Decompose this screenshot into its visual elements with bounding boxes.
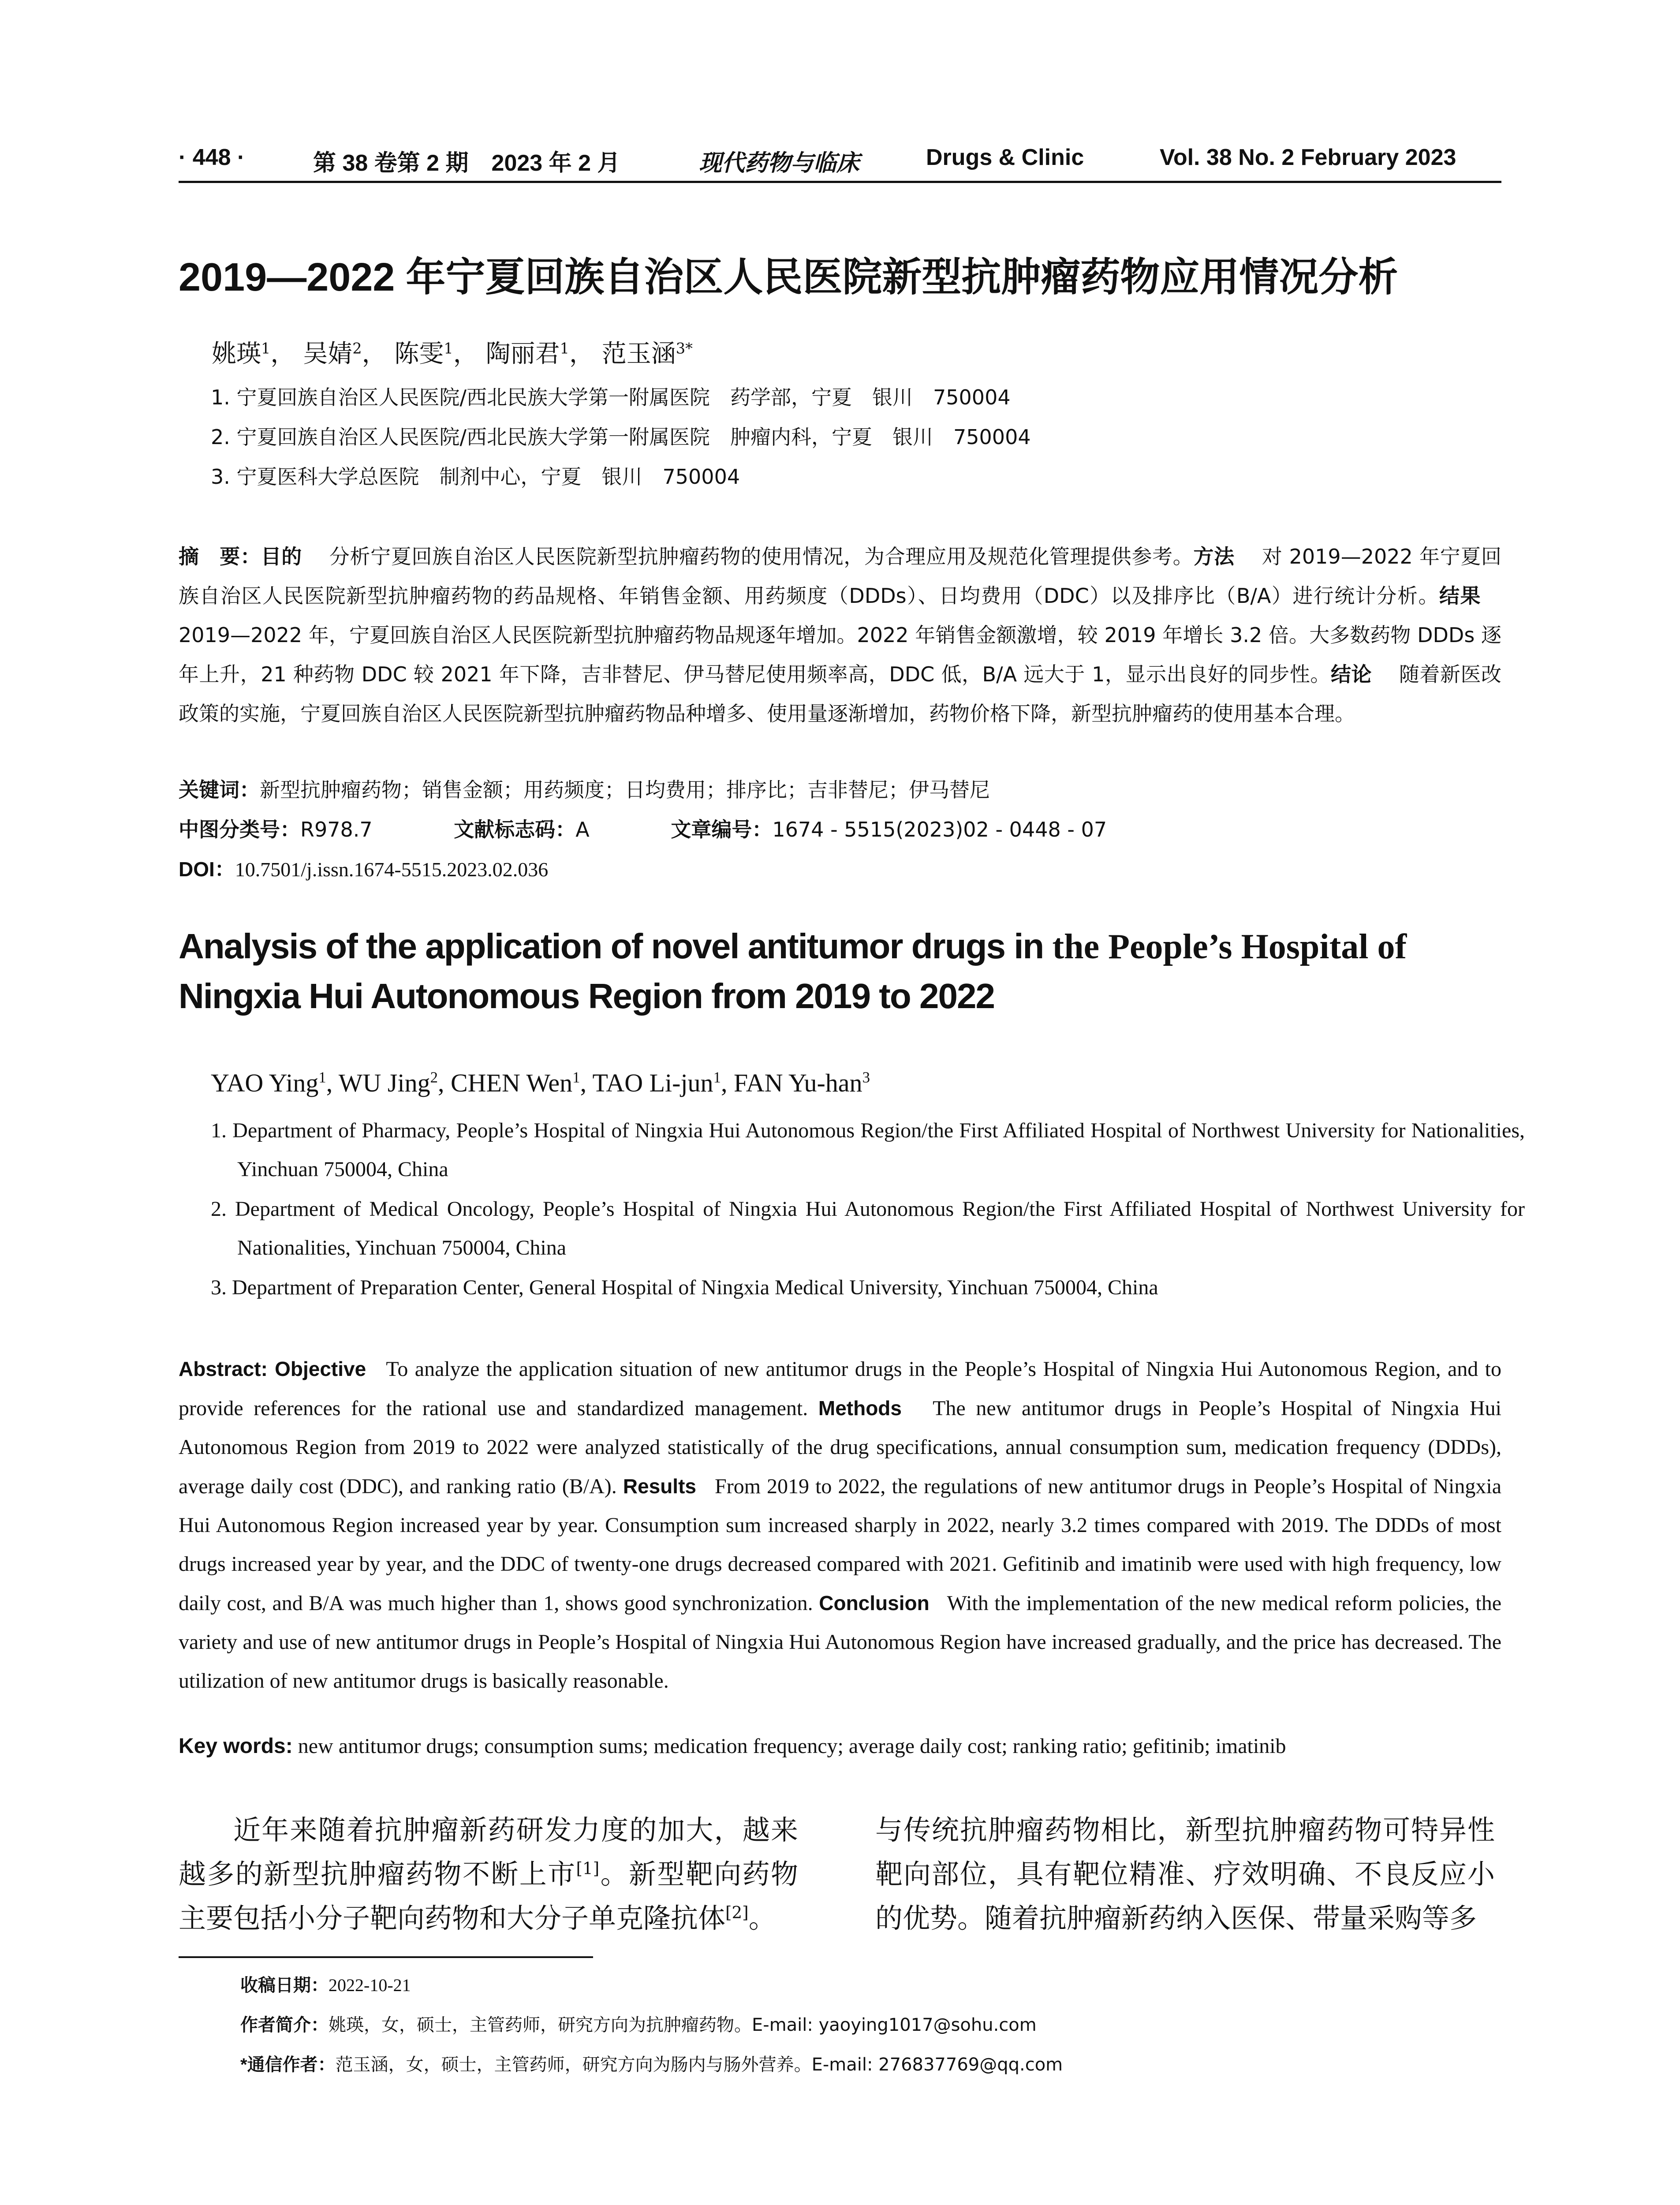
footnote-corresponding: [240, 2051, 1063, 2076]
citation-ref[interactable]: [1]: [576, 1858, 600, 1878]
doi-link[interactable]: 10.7501/j.issn.1674-5515.2023.02.036: [235, 858, 549, 881]
bio-text: 姚瑛，女，硕士，主管药师，研究方向为抗肿瘤药物。E-mail: yaoying1017@sohu.com: [329, 2015, 1037, 2035]
journal-name-cn: 现代药物与临床: [699, 149, 860, 176]
affiliation-cn-2: 2. 宁夏回族自治区人民医院/西北民族大学第一附属医院 肿瘤内科，宁夏 银川 750004: [211, 425, 1031, 449]
results-label: 结果: [1439, 584, 1481, 607]
citation-ref[interactable]: [2]: [725, 1902, 749, 1922]
abstract-objective-label: Abstract: Objective: [179, 1357, 366, 1380]
author-name: 范玉涵: [601, 340, 676, 368]
affiliation-mark: 1: [560, 340, 569, 357]
keywords-text: 新型抗肿瘤药物；销售金额；用药频度；日均费用；排序比；吉非替尼；伊马替尼: [260, 778, 990, 802]
issue-info-en: Vol. 38 No. 2 February 2023: [1160, 145, 1456, 170]
clc-value: R978.7: [300, 818, 373, 841]
author-name: TAO Li-jun: [592, 1069, 713, 1097]
methods-text: The new antitumor drugs in People’s Hospital of Ningxia Hui Autonomous Region from 2019 to 2022 were analyzed statistically of the drug specifications, annual consumption sum, medication frequency (DDDs), average daily cost (DDC), and ranking ratio (B/A).: [179, 1397, 1502, 1498]
author-list-cn: 姚瑛$^1$， 吴婧$^2$， 陈雯$^1$， 陶丽君$^1$， 范玉涵$^{3*}$: [212, 340, 693, 368]
author-name: 吴婧: [303, 340, 353, 368]
corresponding-label: *通信作者：: [240, 2055, 336, 2074]
affiliation-cn-1: 1. 宁夏回族自治区人民医院/西北民族大学第一附属医院 药学部，宁夏 银川 750004: [211, 385, 1011, 409]
objective-text: To analyze the application situation of new antitumor drugs in the People’s Hospital of Ningxia Hui Autonomous Region, and to provide references for the rational use and standardized management.: [179, 1357, 1502, 1420]
body-text: 。新型靶向药物主要包括小分子靶向药物和大分子单克隆抗体: [179, 1858, 798, 1934]
running-header: [179, 142, 1501, 183]
body-text: 近年来随着抗肿瘤新药研发力度的加大，越来越多的新型抗肿瘤药物不断上市: [179, 1814, 798, 1890]
affiliation-en-1: 1. Department of Pharmacy, People’s Hospital of Ningxia Hui Autonomous Region/the First Affiliated Hospital of Northwest University for Nationalities, Yinchuan 750004, China: [211, 1119, 1525, 1181]
article-title-en: [179, 922, 1523, 1021]
author-name: FAN Yu-han: [733, 1069, 862, 1097]
author-name: WU Jing: [338, 1069, 430, 1097]
footnote-received: [240, 1971, 411, 1996]
article-title-cn: 2019—2022 年宁夏回族自治区人民医院新型抗肿瘤药物应用情况分析: [179, 255, 1398, 299]
bio-label: 作者简介：: [240, 2015, 329, 2035]
classification-line: [179, 814, 1107, 843]
keywords-text: new antitumor drugs; consumption sums; medication frequency; average daily cost; ranking ratio; gefitinib; imatinib: [298, 1734, 1286, 1758]
affiliation-mark: 2: [352, 340, 362, 357]
affiliation-en-3: 3. Department of Preparation Center, General Hospital of Ningxia Medical University, Yinchuan 750004, China: [211, 1276, 1158, 1299]
title-en-part1: Analysis of the application of novel antitumor drugs in: [179, 927, 1053, 966]
conclusion-text: With the implementation of the new medical reform policies, the variety and use of new antitumor drugs in People’s Hospital of Ningxia Hui Autonomous Region have increased gradually, and the price has decreased. The utilization of new antitumor drugs is basically reasonable.: [179, 1592, 1501, 1693]
affiliation-en-2: 2. Department of Medical Oncology, People’s Hospital of Ningxia Hui Autonomous Region/the First Affiliated Hospital of Northwest University for Nationalities, Yinchuan 750004, China: [211, 1197, 1525, 1259]
doi-line: [179, 853, 548, 882]
journal-name-en: Drugs & Clinic: [926, 145, 1084, 170]
keywords-label: 关键词：: [179, 778, 260, 801]
article-number-value: 1674 - 5515(2023)02 - 0448 - 07: [772, 818, 1107, 841]
author-name: 姚瑛: [212, 340, 261, 368]
affiliation-mark: 1: [444, 340, 453, 357]
doi-label: DOI：: [179, 858, 235, 881]
abstract-label: 摘 要：: [179, 545, 261, 568]
abstract-cn: [179, 537, 1501, 733]
doc-code-label: 文献标志码：: [454, 818, 576, 841]
results-text: From 2019 to 2022, the regulations of new antitumor drugs in People’s Hospital of Ningxia Hui Autonomous Region increased year by year. Consumption sum increased sharply in 2022, nearly 3.2 times compared with 2019. The DDDs of most drugs increased year by year, and the DDC of twenty-one drugs decreased compared with 2021. Gefitinib and imatinib were used with high frequency, low daily cost, and B/A was much higher than 1, shows good synchronization.: [179, 1475, 1502, 1615]
title-en-part2: the People’s Hospital of: [1052, 927, 1407, 966]
affiliation-mark: 1: [713, 1069, 721, 1086]
corresponding-text: 范玉涵，女，硕士，主管药师，研究方向为肠内与肠外营养。E-mail: 276837769@qq.com: [335, 2055, 1063, 2075]
author-name: CHEN Wen: [450, 1069, 573, 1097]
results-text: 2019—2022 年，宁夏回族自治区人民医院新型抗肿瘤药物品规逐年增加。2022 年销售金额激增，较 2019 年增长 3.2 倍。大多数药物 DDDs 逐年上升，21 种药物 DDC 较 2021 年下降，吉非替尼、伊马替尼使用频率高，DDC 低，B/A 远大于 1，显示出良好的同步性。: [179, 623, 1501, 686]
author-name: 陶丽君: [485, 340, 560, 368]
affiliation-mark: 3*: [676, 340, 693, 357]
doc-code-value: A: [575, 818, 590, 841]
results-label: Results: [623, 1475, 696, 1498]
page-number: · 448 ·: [179, 145, 245, 170]
objective-label: 目的: [261, 545, 302, 568]
affiliation-mark: 1: [572, 1069, 580, 1086]
conclusion-label: 结论: [1330, 663, 1372, 686]
abstract-en: [179, 1349, 1501, 1700]
author-name: 陈雯: [394, 340, 444, 368]
objective-text: 分析宁夏回族自治区人民医院新型抗肿瘤药物的使用情况，为合理应用及规范化管理提供参考。: [329, 545, 1194, 568]
body-column-right: 与传统抗肿瘤药物相比，新型抗肿瘤药物可特异性靶向部位，具有靶位精准、疗效明确、不良反应小的优势。随着抗肿瘤新药纳入医保、带量采购等多: [875, 1814, 1495, 1934]
received-label: 收稿日期：: [240, 1976, 329, 1995]
conclusion-text: 随着新医改政策的实施，宁夏回族自治区人民医院新型抗肿瘤药物品种增多、使用量逐渐增加，药物价格下降，新型抗肿瘤药的使用基本合理。: [179, 662, 1502, 725]
body-text: 。: [748, 1902, 776, 1934]
affiliation-mark: 1: [261, 340, 271, 357]
affiliation-mark: 3: [862, 1069, 870, 1086]
author-name: YAO Ying: [211, 1069, 319, 1097]
issue-info-cn: 第 38 卷第 2 期 2023 年 2 月: [313, 150, 620, 176]
received-date: 2022-10-21: [329, 1975, 411, 1995]
clc-label: 中图分类号：: [179, 818, 300, 841]
affiliation-cn-3: 3. 宁夏医科大学总医院 制剂中心，宁夏 银川 750004: [211, 465, 740, 489]
conclusion-label: Conclusion: [819, 1592, 930, 1615]
author-list-en: YAO Ying$^1$, WU Jing$^2$, CHEN Wen$^1$, TAO Li-jun$^1$, FAN Yu-han$^3$: [211, 1069, 870, 1097]
keywords-en: [179, 1734, 1286, 1758]
footnote-author-bio: [240, 2011, 1037, 2036]
title-en-part3: Ningxia Hui Autonomous Region from 2019 to 2022: [179, 976, 994, 1016]
affiliation-mark: 2: [430, 1069, 438, 1086]
keywords-label: Key words:: [179, 1734, 293, 1758]
affiliation-mark: 1: [318, 1069, 326, 1086]
body-column-left: [179, 1808, 798, 1940]
article-number-label: 文章编号：: [671, 818, 773, 841]
footnote-divider: [179, 1956, 593, 1958]
methods-label: 方法: [1193, 545, 1235, 568]
keywords-cn: [179, 774, 990, 803]
methods-text: 对 2019—2022 年宁夏回族自治区人民医院新型抗肿瘤药物的药品规格、年销售金额、用药频度（DDDs）、日均费用（DDC）以及排序比（B/A）进行统计分析。: [179, 545, 1502, 608]
methods-label: Methods: [818, 1397, 902, 1420]
